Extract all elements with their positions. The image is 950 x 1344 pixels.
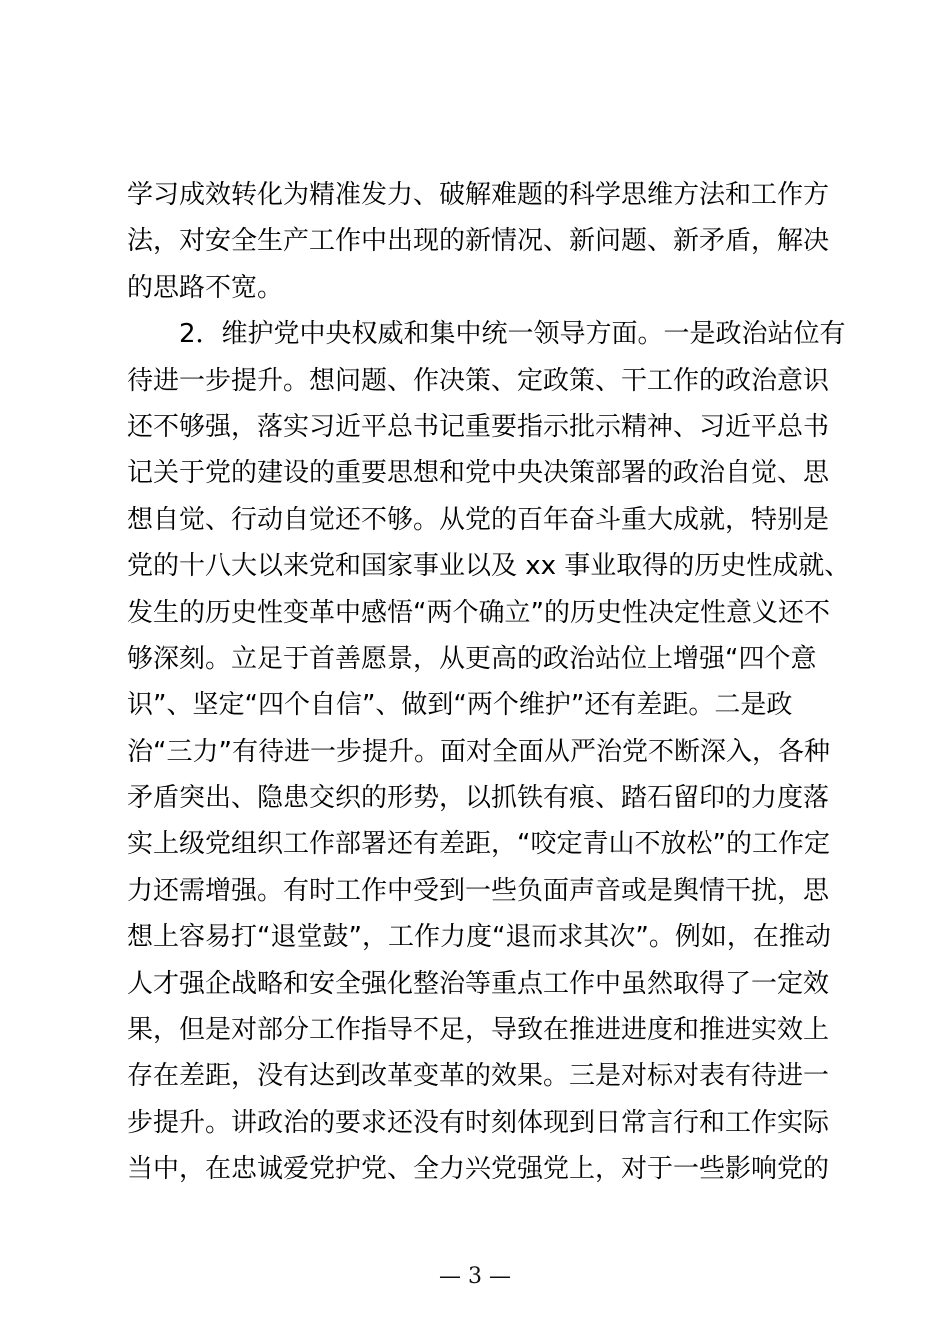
text-line: 当中，在忠诚爱党护党、全力兴党强党上，对于一些影响党的 <box>127 1154 830 1185</box>
text-line: 够深刻。立足于首善愿景，从更高的政治站位上增强“四个意 <box>127 643 817 674</box>
text-line: 发生的历史性变革中感悟“两个确立”的历史性决定性意义还不 <box>127 597 830 628</box>
body-text <box>127 172 851 1193</box>
section-heading-line: 2．维护党中央权威和集中统一领导方面。一是政治站位有 <box>179 319 846 350</box>
text-line: 想自觉、行动自觉还不够。从党的百年奋斗重大成就，特别是 <box>127 504 830 535</box>
text-line: 治“三力”有待进一步提升。面对全面从严治党不断深入，各种 <box>127 736 830 767</box>
text-line: 力还需增强。有时工作中受到一些负面声音或是舆情干扰，思 <box>127 875 830 906</box>
text-line: 步提升。讲政治的要求还没有时刻体现到日常言行和工作实际 <box>127 1107 830 1138</box>
text-line: 的思路不宽。 <box>127 272 284 303</box>
text-line: 人才强企战略和安全强化整治等重点工作中虽然取得了一定效 <box>127 968 830 999</box>
text-line: 矛盾突出、隐患交织的形势，以抓铁有痕、踏石留印的力度落 <box>127 783 830 814</box>
text-line: 识”、坚定“四个自信”、做到“两个维护”还有差距。二是政 <box>127 690 793 721</box>
text-line: 待进一步提升。想问题、作决策、定政策、干工作的政治意识 <box>127 365 830 396</box>
text-line: 学习成效转化为精准发力、破解难题的科学思维方法和工作方 <box>127 180 830 210</box>
text-line: 记关于党的建设的重要思想和党中央决策部署的政治自觉、思 <box>127 458 830 489</box>
text-line: 法，对安全生产工作中出现的新情况、新问题、新矛盾，解决 <box>127 226 830 257</box>
text-line: 还不够强，落实习近平总书记重要指示批示精神、习近平总书 <box>127 411 830 442</box>
page-number: — 3 — <box>439 1264 511 1289</box>
text-line: 实上级党组织工作部署还有差距，“咬定青山不放松”的工作定 <box>127 829 830 860</box>
text-line: 想上容易打“退堂鼓”，工作力度“退而求其次”。例如，在推动 <box>127 922 831 953</box>
text-line: 果，但是对部分工作指导不足，导致在推进进度和推进实效上 <box>127 1015 830 1046</box>
text-line: 存在差距，没有达到改革变革的效果。三是对标对表有待进一 <box>127 1061 830 1092</box>
text-line: 党的十八大以来党和国家事业以及 xx 事业取得的历史性成就、 <box>127 551 851 582</box>
